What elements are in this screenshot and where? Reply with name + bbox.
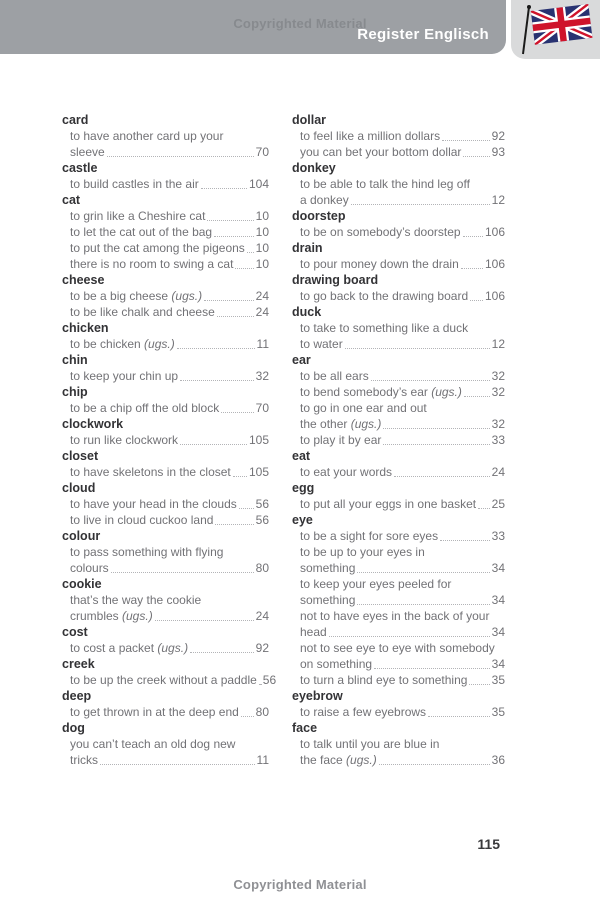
index-entry-final-line bbox=[62, 560, 269, 576]
index-headword: chicken bbox=[62, 321, 109, 335]
index-entry-page: 93 bbox=[491, 145, 505, 159]
index-headword: ear bbox=[292, 353, 311, 367]
index-entry-text: a donkey bbox=[300, 193, 349, 207]
dot-leader bbox=[111, 572, 254, 573]
index-entry-final-line bbox=[62, 256, 269, 272]
flag-panel bbox=[511, 0, 600, 59]
index-entry-final-line bbox=[62, 208, 269, 224]
index-entry-page: 25 bbox=[491, 497, 505, 511]
index-entry-page: 80 bbox=[255, 705, 269, 719]
uk-flag-icon bbox=[515, 3, 595, 57]
index-headword: dog bbox=[62, 721, 85, 735]
index-entry-page: 32 bbox=[255, 369, 269, 383]
dot-leader bbox=[383, 428, 489, 429]
index-entry-final-line bbox=[292, 704, 505, 720]
index-entry-text: sleeve bbox=[70, 145, 105, 159]
dot-leader bbox=[217, 316, 254, 317]
index-entry-page: 70 bbox=[255, 401, 269, 415]
dot-leader bbox=[214, 236, 254, 237]
index-entry-text: to keep your chin up bbox=[70, 369, 179, 383]
index-headword: cat bbox=[62, 193, 81, 207]
index-entry-final-line bbox=[62, 704, 269, 720]
index-entry-text: to be up the creek without a paddle bbox=[70, 673, 257, 687]
dot-leader bbox=[190, 652, 254, 653]
index-entry-final-line bbox=[292, 144, 505, 160]
index-entry-wrap-line bbox=[292, 176, 505, 192]
index-entry-final-line bbox=[62, 496, 269, 512]
index-entry-text: to take to something like a duck bbox=[300, 321, 469, 335]
dot-leader bbox=[469, 684, 489, 685]
index-entry-final-line bbox=[292, 624, 505, 640]
index-entry-page: 56 bbox=[255, 497, 269, 511]
index-entry-final-line bbox=[62, 368, 269, 384]
index-headword: deep bbox=[62, 689, 92, 703]
index-entry-page: 34 bbox=[491, 561, 505, 575]
index-entry-wrap-line bbox=[62, 128, 269, 144]
index-entry-wrap-line bbox=[292, 608, 505, 624]
index-headword: face bbox=[292, 721, 318, 735]
index-entry-text: to turn a blind eye to something bbox=[300, 673, 468, 687]
index-entry-text: to be up to your eyes in bbox=[300, 545, 425, 559]
usage-label: (ugs.) bbox=[346, 753, 377, 767]
index-entry-text: to live in cloud cuckoo land bbox=[70, 513, 214, 527]
dot-leader bbox=[394, 476, 490, 477]
dot-leader bbox=[239, 508, 254, 509]
dot-leader bbox=[155, 620, 254, 621]
index-entry-final-line bbox=[292, 128, 505, 144]
top-watermark: Copyrighted Material bbox=[233, 16, 367, 31]
index-entry-final-line bbox=[292, 464, 505, 480]
index-entry-wrap-line bbox=[292, 400, 505, 416]
index-entry-text: to go in one ear and out bbox=[300, 401, 427, 415]
index-entry-page: 33 bbox=[491, 529, 505, 543]
index-entry-text: to be a big cheese (ugs.) bbox=[70, 289, 203, 303]
usage-label: (ugs.) bbox=[171, 289, 203, 303]
index-entry-text: to have skeletons in the closet bbox=[70, 465, 231, 479]
index-entry-final-line bbox=[292, 416, 505, 432]
index-entry-final-line bbox=[62, 304, 269, 320]
index-headword: castle bbox=[62, 161, 98, 175]
index-entry-text: to feel like a million dollars bbox=[300, 129, 441, 143]
index-entry-text: to let the cat out of the bag bbox=[70, 225, 213, 239]
usage-label: (ugs.) bbox=[157, 641, 189, 655]
index-entry-text: you can’t teach an old dog new bbox=[70, 737, 236, 751]
index-entry-text: to raise a few eyebrows bbox=[300, 705, 427, 719]
index-entry-text: head bbox=[300, 625, 327, 639]
index-entry-wrap-line bbox=[62, 592, 269, 608]
index-entry-text: there is no room to swing a cat bbox=[70, 257, 234, 271]
index-entry-final-line bbox=[62, 240, 269, 256]
dot-leader bbox=[207, 220, 253, 221]
dot-leader bbox=[351, 204, 490, 205]
index-headword: doorstep bbox=[292, 209, 346, 223]
dot-leader bbox=[463, 156, 489, 157]
index-entry-page: 105 bbox=[248, 465, 269, 479]
index-entry-page: 35 bbox=[491, 705, 505, 719]
index-entry-page: 105 bbox=[248, 433, 269, 447]
index-entry-final-line bbox=[62, 224, 269, 240]
bottom-watermark: Copyrighted Material bbox=[233, 877, 367, 892]
index-entry-final-line bbox=[62, 464, 269, 480]
index-entry-page: 11 bbox=[256, 753, 269, 767]
index-headword: cookie bbox=[62, 577, 102, 591]
index-entry-page: 36 bbox=[491, 753, 505, 767]
index-entry-final-line bbox=[292, 224, 505, 240]
index-entry-page: 10 bbox=[255, 225, 269, 239]
dot-leader bbox=[100, 764, 255, 765]
index-entry-text: you can bet your bottom dollar bbox=[300, 145, 462, 159]
usage-label: (ugs.) bbox=[350, 417, 382, 431]
index-entry-page: 106 bbox=[484, 289, 505, 303]
index-entry-page: 32 bbox=[491, 369, 505, 383]
dot-leader bbox=[464, 396, 490, 397]
index-headword: closet bbox=[62, 449, 99, 463]
index-entry-text: to run like clockwork bbox=[70, 433, 179, 447]
index-entry-page: 24 bbox=[255, 305, 269, 319]
index-entry-page: 70 bbox=[255, 145, 269, 159]
index-headword: duck bbox=[292, 305, 322, 319]
index-headword: chip bbox=[62, 385, 88, 399]
dot-leader bbox=[221, 412, 253, 413]
dot-leader bbox=[383, 444, 489, 445]
register-title: Register Englisch bbox=[357, 26, 489, 43]
index-entry-text: to cost a packet (ugs.) bbox=[70, 641, 189, 655]
index-entry-text: to be a sight for sore eyes bbox=[300, 529, 439, 543]
dot-leader bbox=[357, 572, 489, 573]
index-entry-wrap-line bbox=[292, 736, 505, 752]
dot-leader bbox=[204, 300, 254, 301]
index-entry-text: that’s the way the cookie bbox=[70, 593, 202, 607]
dot-leader bbox=[235, 268, 253, 269]
usage-label: (ugs.) bbox=[144, 337, 175, 351]
index-entry-text: tricks bbox=[70, 753, 98, 767]
index-column-right bbox=[292, 112, 505, 768]
index-entry-final-line bbox=[292, 432, 505, 448]
index-entry-final-line bbox=[62, 144, 269, 160]
index-entry-text: to be a chip off the old block bbox=[70, 401, 220, 415]
index-entry-final-line bbox=[292, 560, 505, 576]
index-entry-text: crumbles (ugs.) bbox=[70, 609, 153, 623]
index-entry-wrap-line bbox=[292, 320, 505, 336]
index-entry-final-line bbox=[62, 176, 269, 192]
dot-leader bbox=[259, 684, 261, 685]
index-headword: egg bbox=[292, 481, 315, 495]
dot-leader bbox=[329, 636, 490, 637]
dot-leader bbox=[180, 444, 247, 445]
dot-leader bbox=[215, 524, 253, 525]
index-headword: cheese bbox=[62, 273, 105, 287]
index-entry-page: 34 bbox=[491, 593, 505, 607]
index-entry-final-line bbox=[292, 192, 505, 208]
index-headword: cloud bbox=[62, 481, 96, 495]
dot-leader bbox=[233, 476, 247, 477]
index-entry-text: to play it by ear bbox=[300, 433, 382, 447]
index-entry-text: to have your head in the clouds bbox=[70, 497, 237, 511]
index-entry-final-line bbox=[62, 640, 269, 656]
index-entry-text: to put all your eggs in one basket bbox=[300, 497, 477, 511]
index-headword: colour bbox=[62, 529, 101, 543]
index-entry-page: 104 bbox=[248, 177, 269, 191]
index-entry-final-line bbox=[292, 672, 505, 688]
dot-leader bbox=[428, 716, 490, 717]
dot-leader bbox=[379, 764, 490, 765]
usage-label: (ugs.) bbox=[122, 609, 153, 623]
index-entry-page: 11 bbox=[256, 337, 269, 351]
index-entry-page: 24 bbox=[255, 609, 269, 623]
index-entry-final-line bbox=[292, 496, 505, 512]
index-headword: drain bbox=[292, 241, 323, 255]
index-entry-text: something bbox=[300, 561, 356, 575]
index-headword: clockwork bbox=[62, 417, 124, 431]
index-entry-page: 33 bbox=[491, 433, 505, 447]
index-entry-text: on something bbox=[300, 657, 373, 671]
index-entry-page: 35 bbox=[491, 673, 505, 687]
index-entry-wrap-line bbox=[292, 576, 505, 592]
index-entry-final-line bbox=[292, 288, 505, 304]
usage-label: (ugs.) bbox=[431, 385, 462, 399]
index-entry-text: to go back to the drawing board bbox=[300, 289, 469, 303]
index-entry-page: 24 bbox=[255, 289, 269, 303]
index-entry-final-line bbox=[292, 384, 505, 400]
dot-leader bbox=[374, 668, 490, 669]
index-entry-text: to water bbox=[300, 337, 343, 351]
index-entry-text: to build castles in the air bbox=[70, 177, 199, 191]
dot-leader bbox=[107, 156, 254, 157]
index-entry-text: to pass something with flying bbox=[70, 545, 224, 559]
index-entry-text: colours bbox=[70, 561, 109, 575]
index-entry-page: 106 bbox=[484, 257, 505, 271]
dot-leader bbox=[463, 236, 483, 237]
index-entry-page: 80 bbox=[255, 561, 269, 575]
index-entry-final-line bbox=[292, 752, 505, 768]
dot-leader bbox=[371, 380, 490, 381]
dot-leader bbox=[470, 300, 483, 301]
index-entry-final-line bbox=[292, 256, 505, 272]
index-entry-page: 34 bbox=[491, 657, 505, 671]
index-entry-text: to eat your words bbox=[300, 465, 393, 479]
index-entry-page: 10 bbox=[255, 209, 269, 223]
dot-leader bbox=[478, 508, 490, 509]
index-entry-page: 32 bbox=[491, 385, 505, 399]
index-entry-text: the face (ugs.) bbox=[300, 753, 377, 767]
page-number: 115 bbox=[477, 836, 500, 852]
index-entry-final-line bbox=[292, 368, 505, 384]
index-entry-text: the other (ugs.) bbox=[300, 417, 382, 431]
index-entry-wrap-line bbox=[292, 640, 505, 656]
index-entry-text: to be like chalk and cheese bbox=[70, 305, 215, 319]
index-entry-text: not to see eye to eye with somebody bbox=[300, 641, 495, 655]
index-entry-wrap-line bbox=[62, 736, 269, 752]
index-entry-final-line bbox=[62, 432, 269, 448]
index-entry-page: 56 bbox=[262, 673, 277, 687]
index-entry-final-line bbox=[62, 336, 269, 352]
index-entry-final-line bbox=[62, 672, 277, 688]
index-entry-text: to pour money down the drain bbox=[300, 257, 459, 271]
index-entry-text: to be chicken (ugs.) bbox=[70, 337, 175, 351]
dot-leader bbox=[440, 540, 490, 541]
index-entry-text: to get thrown in at the deep end bbox=[70, 705, 239, 719]
dot-leader bbox=[461, 268, 483, 269]
dot-leader bbox=[247, 252, 254, 253]
dot-leader bbox=[357, 604, 489, 605]
dot-leader bbox=[201, 188, 247, 189]
index-headword: cost bbox=[62, 625, 88, 639]
index-entry-final-line bbox=[292, 592, 505, 608]
index-entry-final-line bbox=[292, 336, 505, 352]
index-entry-page: 12 bbox=[491, 193, 505, 207]
index-entry-text: not to have eyes in the back of your bbox=[300, 609, 490, 623]
dot-leader bbox=[345, 348, 490, 349]
index-column-left bbox=[62, 112, 277, 768]
index-entry-text: to put the cat among the pigeons bbox=[70, 241, 245, 255]
index-entry-page: 12 bbox=[491, 337, 505, 351]
index-entry-final-line bbox=[292, 656, 505, 672]
index-entry-page: 106 bbox=[484, 225, 505, 239]
index-headword: eye bbox=[292, 513, 313, 527]
dot-leader bbox=[177, 348, 255, 349]
index-entry-final-line bbox=[292, 528, 505, 544]
index-entry-page: 92 bbox=[491, 129, 505, 143]
index-entry-page: 10 bbox=[255, 241, 269, 255]
index-entry-final-line bbox=[62, 752, 269, 768]
index-headword: drawing board bbox=[292, 273, 379, 287]
index-headword: creek bbox=[62, 657, 95, 671]
index-headword: dollar bbox=[292, 113, 327, 127]
index-entry-final-line bbox=[62, 512, 269, 528]
index-entry-page: 10 bbox=[255, 257, 269, 271]
index-entry-text: to be on somebody’s doorstep bbox=[300, 225, 461, 239]
index-entry-text: to be all ears bbox=[300, 369, 369, 383]
index-headword: eat bbox=[292, 449, 311, 463]
index-entry-text: to be able to talk the hind leg off bbox=[300, 177, 470, 191]
index-entry-final-line bbox=[62, 288, 269, 304]
index-entry-text: to bend somebody’s ear (ugs.) bbox=[300, 385, 462, 399]
index-entry-wrap-line bbox=[292, 544, 505, 560]
index-headword: eyebrow bbox=[292, 689, 343, 703]
index-entry-final-line bbox=[62, 608, 269, 624]
index-entry-wrap-line bbox=[62, 544, 269, 560]
dot-leader bbox=[180, 380, 254, 381]
index-entry-text: to keep your eyes peeled for bbox=[300, 577, 452, 591]
index-entry-text: to talk until you are blue in bbox=[300, 737, 440, 751]
index-headword: donkey bbox=[292, 161, 336, 175]
dot-leader bbox=[442, 140, 490, 141]
index-entry-page: 32 bbox=[491, 417, 505, 431]
index-entry-final-line bbox=[62, 400, 269, 416]
index-entry-text: to grin like a Cheshire cat bbox=[70, 209, 206, 223]
index-entry-page: 34 bbox=[491, 625, 505, 639]
index-headword: chin bbox=[62, 353, 88, 367]
index-headword: card bbox=[62, 113, 89, 127]
index-entry-page: 24 bbox=[491, 465, 505, 479]
index-entry-text: something bbox=[300, 593, 356, 607]
index-entry-text: to have another card up your bbox=[70, 129, 224, 143]
index-entry-page: 56 bbox=[255, 513, 269, 527]
dot-leader bbox=[241, 716, 254, 717]
index-entry-page: 92 bbox=[255, 641, 269, 655]
